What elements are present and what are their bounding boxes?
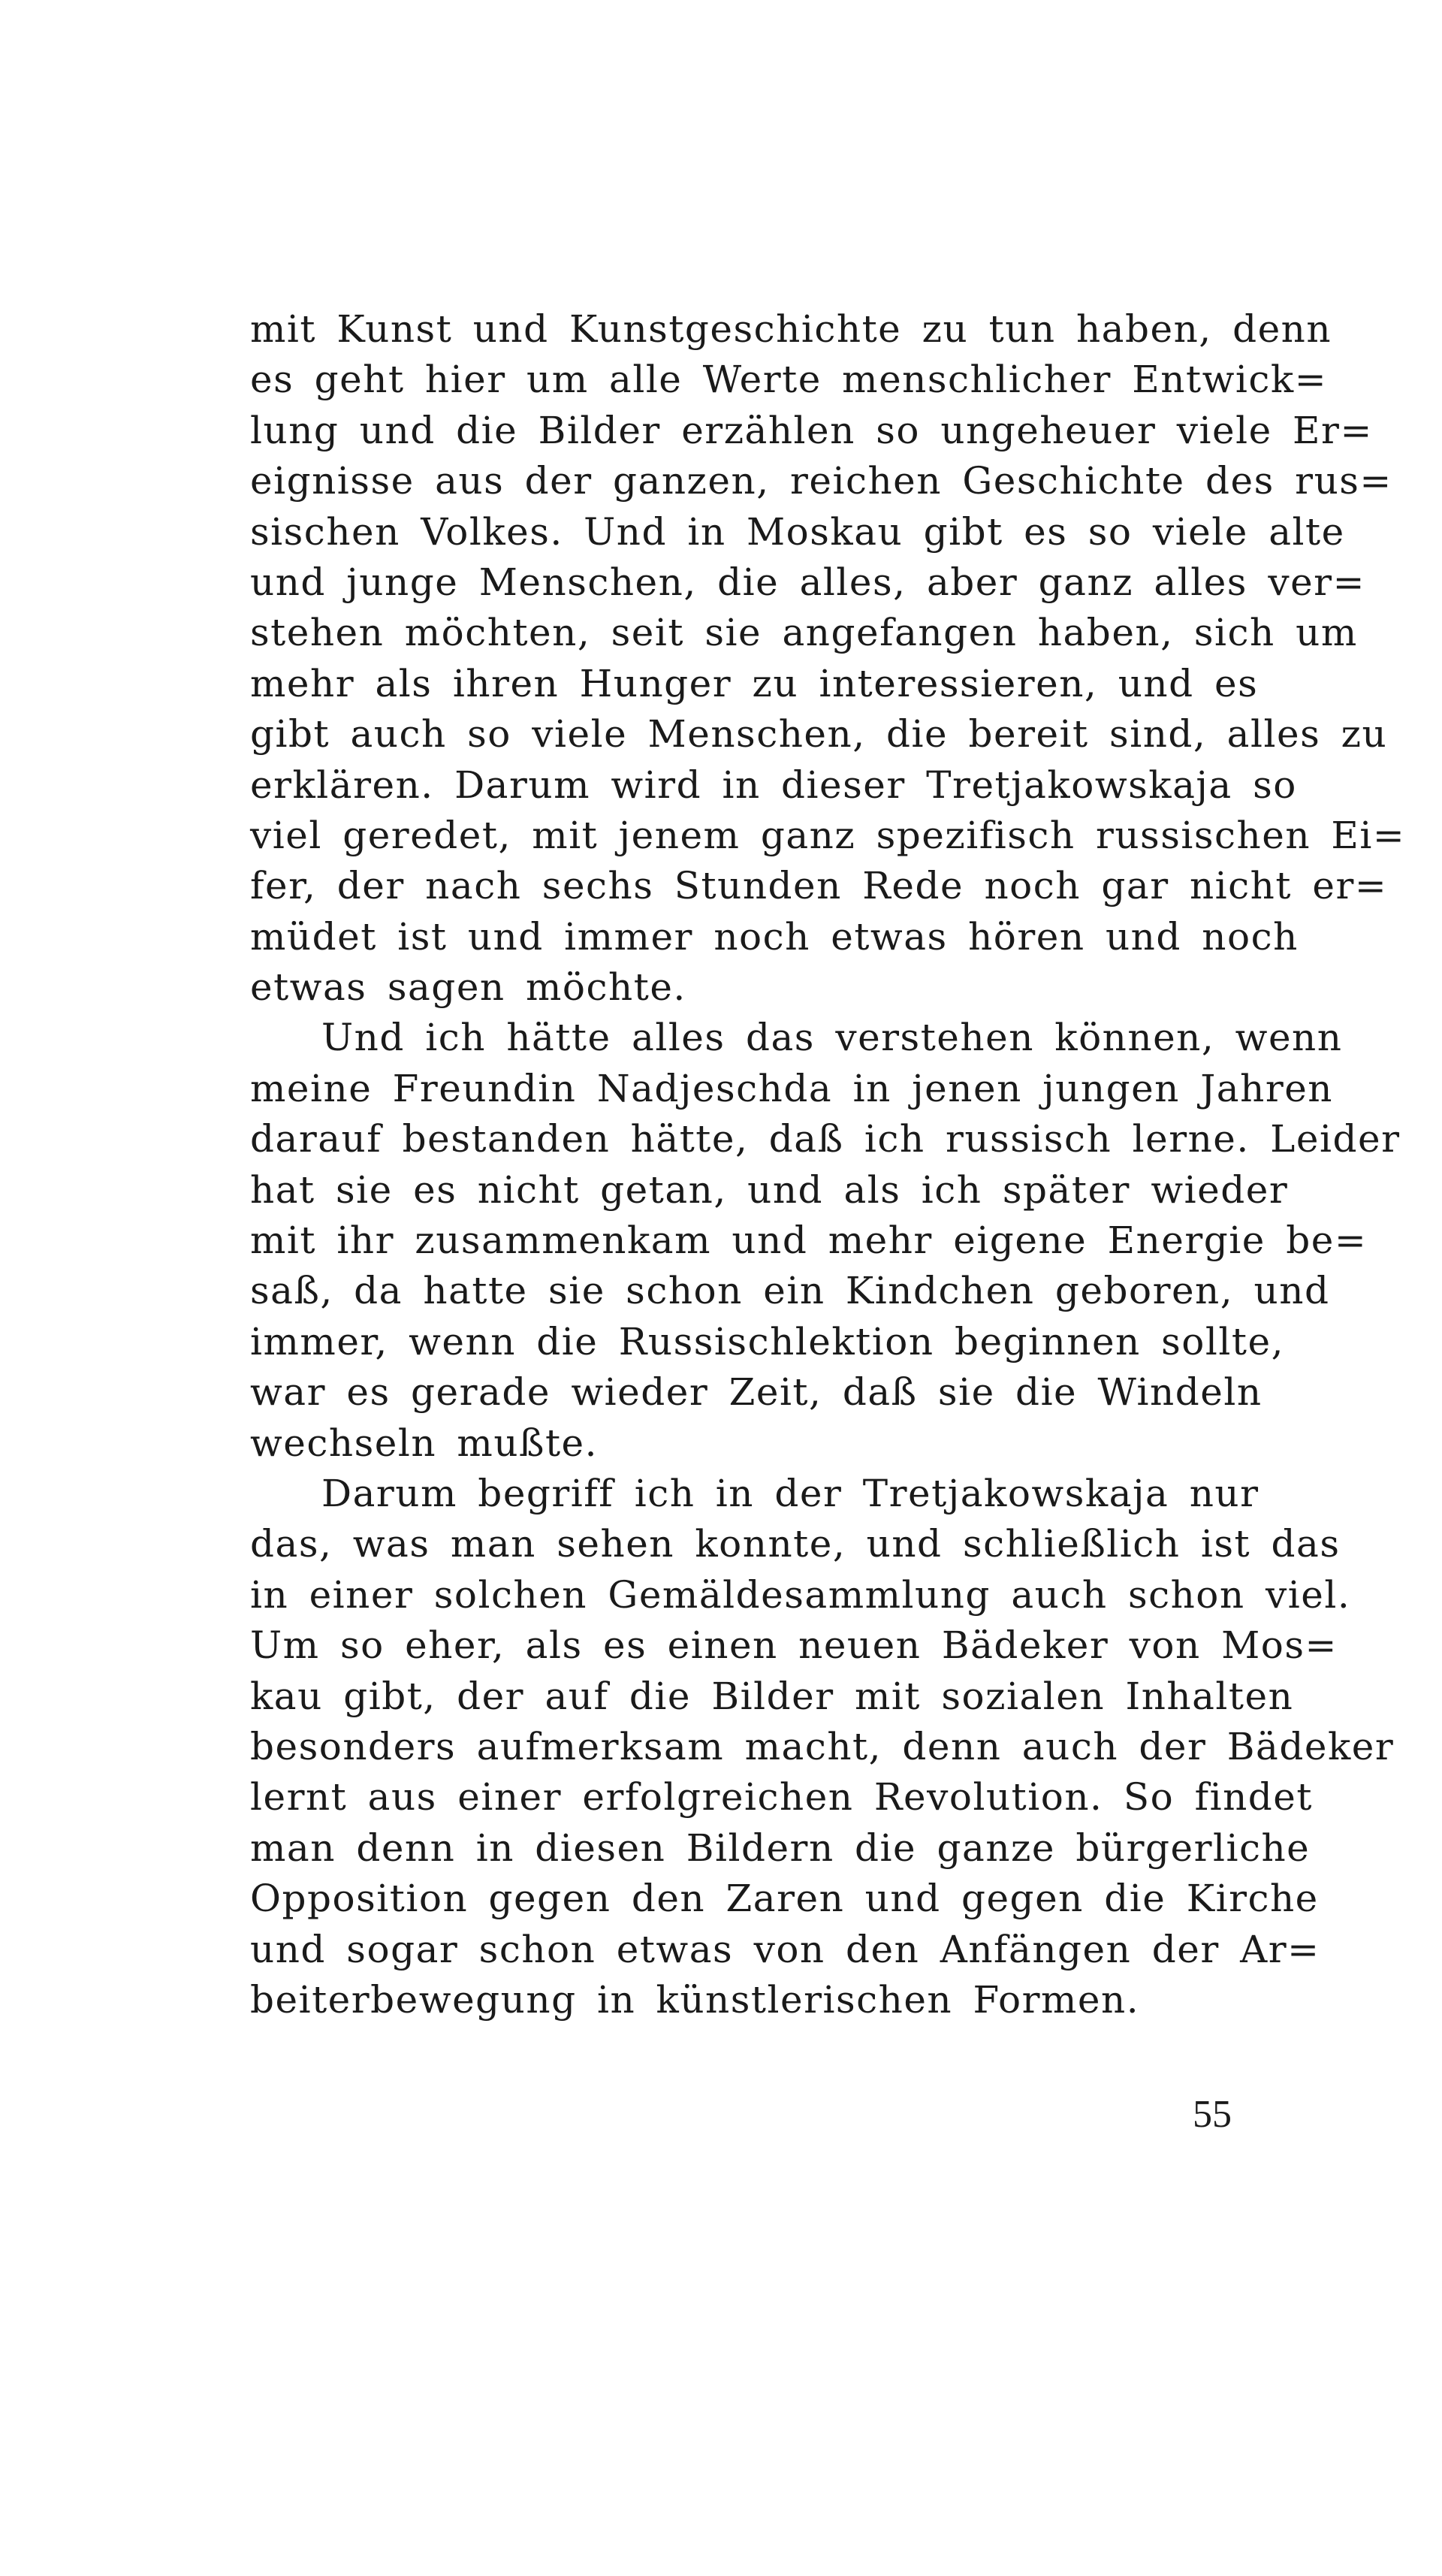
text-line: mehr als ihren Hunger zu interessieren, und es [250, 661, 1259, 705]
text-line: lung und die Bilder erzählen so ungeheuer viele Er= [250, 408, 1373, 452]
page-number: 55 [1193, 2093, 1232, 2136]
text-line: kau gibt, der auf die Bilder mit sozialen Inhalten [250, 1674, 1294, 1718]
text-line: darauf bestanden hätte, daß ich russisch lerne. Leider [250, 1117, 1401, 1161]
text-line: fer, der nach sechs Stunden Rede noch gar nicht er= [250, 864, 1388, 908]
text-line: man denn in diesen Bildern die ganze bürgerliche [250, 1826, 1311, 1870]
text-line: viel geredet, mit jenem ganz spezifisch russischen Ei= [250, 813, 1406, 857]
text-line: in einer solchen Gemäldesammlung auch schon viel. [250, 1572, 1351, 1617]
text-line: hat sie es nicht getan, und als ich später wieder [250, 1167, 1289, 1212]
body-text [250, 304, 1406, 2025]
text-line: besonders aufmerksam macht, denn auch der Bädeker [250, 1724, 1395, 1768]
paragraph-end-line: wechseln mußte. [250, 1421, 599, 1465]
text-line: und junge Menschen, die alles, aber ganz alles ver= [250, 560, 1365, 604]
text-line: Um so eher, als es einen neuen Bädeker von Mos= [250, 1623, 1338, 1668]
text-line: müdet ist und immer noch etwas hören und noch [250, 914, 1299, 959]
paragraph-end-line: etwas sagen möchte. [250, 965, 686, 1010]
text-line: lernt aus einer erfolgreichen Revolution. So findet [250, 1775, 1313, 1820]
paragraph-start-line: Und ich hätte alles das verstehen können, wenn [321, 1016, 1343, 1060]
text-line: sischen Volkes. Und in Moskau gibt es so viele alte [250, 509, 1345, 554]
text-line: gibt auch so viele Menschen, die bereit sind, alles zu [250, 712, 1388, 756]
text-line: saß, da hatte sie schon ein Kindchen geboren, und [250, 1269, 1330, 1313]
text-line: war es gerade wieder Zeit, daß sie die Windeln [250, 1370, 1263, 1415]
text-line: es geht hier um alle Werte menschlicher Entwick= [250, 358, 1328, 402]
text-line: meine Freundin Nadjeschda in jenen jungen Jahren [250, 1066, 1334, 1110]
text-line: erklären. Darum wird in dieser Tretjakowskaja so [250, 763, 1297, 807]
paragraph-start-line: Darum begriff ich in der Tretjakowskaja nur [321, 1471, 1259, 1515]
paragraph-end-line: beiterbewegung in künstlerischen Formen. [250, 1977, 1140, 2022]
text-line: mit ihr zusammenkam und mehr eigene Energie be= [250, 1219, 1368, 1263]
text-line: und sogar schon etwas von den Anfängen der Ar= [250, 1927, 1320, 1971]
text-line: eignisse aus der ganzen, reichen Geschichte des rus= [250, 459, 1392, 503]
text-line: stehen möchten, seit sie angefangen haben, sich um [250, 611, 1358, 655]
text-line: das, was man sehen konnte, und schließlich ist das [250, 1522, 1341, 1566]
text-line: Opposition gegen den Zaren und gegen die Kirche [250, 1877, 1319, 1921]
text-line: mit Kunst und Kunstgeschichte zu tun haben, denn [250, 307, 1332, 351]
text-line: immer, wenn die Russischlektion beginnen sollte, [250, 1319, 1284, 1363]
